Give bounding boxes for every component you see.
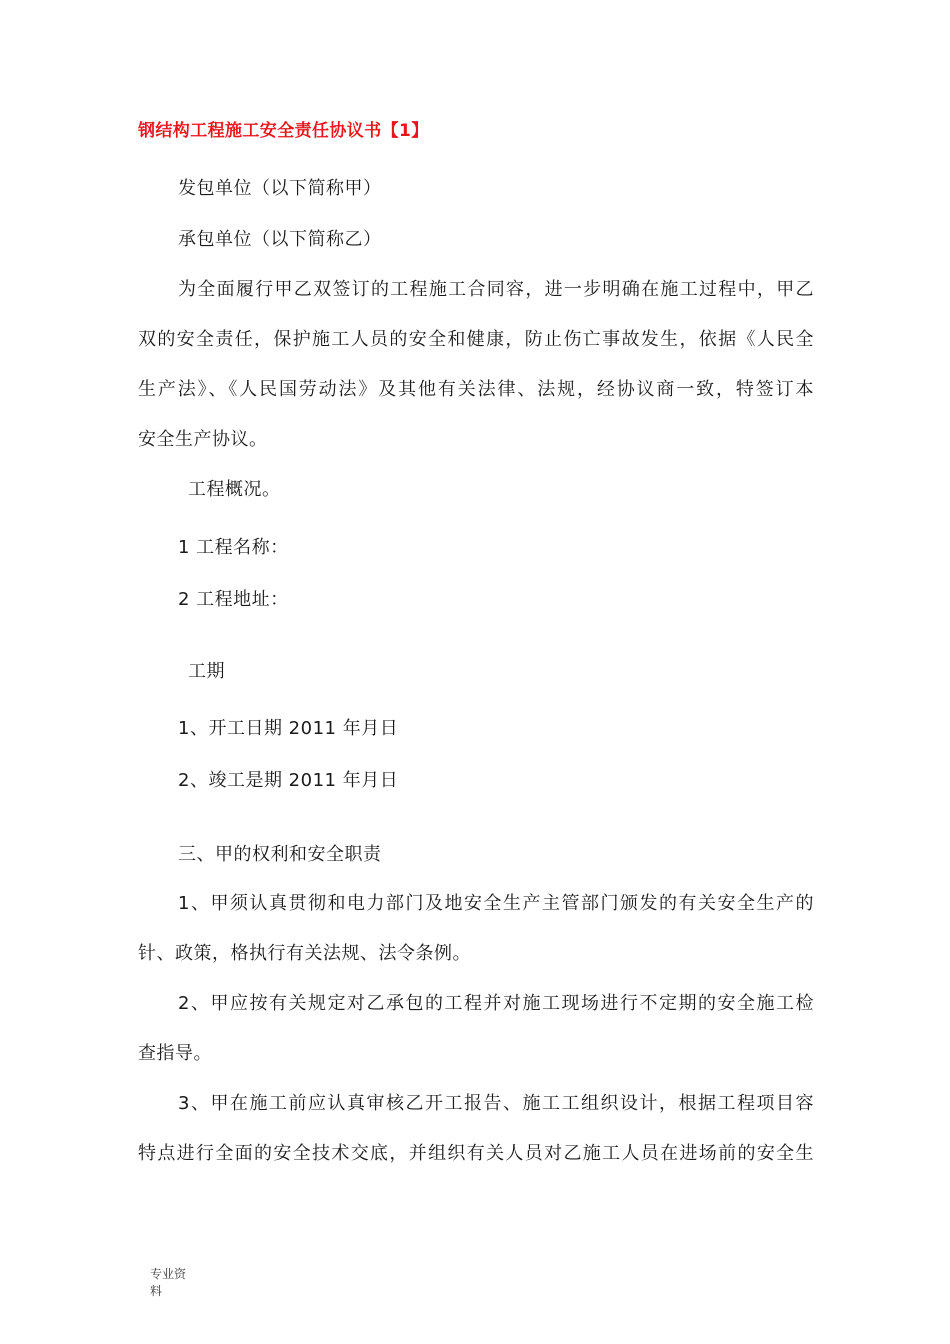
item3-line-1: 3、甲在施工前应认真审核乙开工报告、施工工组织设计，根据工程项目容 [178, 1093, 814, 1114]
section-period-heading: 工期 [188, 661, 225, 682]
party-a-line: 发包单位（以下简称甲） [178, 178, 382, 199]
section-overview-heading: 工程概况。 [188, 479, 281, 500]
intro-line-4: 安全生产协议。 [138, 429, 268, 450]
item1-line-1: 1、甲须认真贯彻和电力部门及地安全生产主管部门颁发的有关安全生产的 [178, 893, 814, 914]
item3-line-2: 特点进行全面的安全技术交底，并组织有关人员对乙施工人员在进场前的安全生 [138, 1143, 814, 1164]
document-title: 钢结构工程施工安全责任协议书【1】 [138, 121, 429, 141]
project-address-line: 2 工程地址： [178, 589, 289, 610]
footer-label-line-1: 专业资 [150, 1267, 187, 1281]
intro-line-3: 生产法》、《人民国劳动法》及其他有关法律、法规，经协议商一致，特签订本 [138, 379, 814, 400]
intro-line-2: 双的安全责任，保护施工人员的安全和健康，防止伤亡事故发生，依据《人民全 [138, 329, 814, 350]
footer-label-line-2: 料 [150, 1284, 163, 1298]
start-date-line: 1、开工日期 2011 年月日 [178, 718, 399, 739]
item2-line-2: 查指导。 [138, 1043, 212, 1064]
party-b-line: 承包单位（以下简称乙） [178, 229, 382, 250]
item1-line-2: 针、政策，格执行有关法规、法令条例。 [138, 943, 471, 964]
section-three-heading: 三、甲的权利和安全职责 [178, 844, 382, 865]
footer-label [150, 1266, 198, 1300]
end-date-line: 2、竣工是期 2011 年月日 [178, 770, 399, 791]
item2-line-1: 2、甲应按有关规定对乙承包的工程并对施工现场进行不定期的安全施工检 [178, 993, 814, 1014]
intro-line-1: 为全面履行甲乙双签订的工程施工合同容，进一步明确在施工过程中，甲乙 [178, 279, 814, 300]
project-name-line: 1 工程名称： [178, 537, 289, 558]
